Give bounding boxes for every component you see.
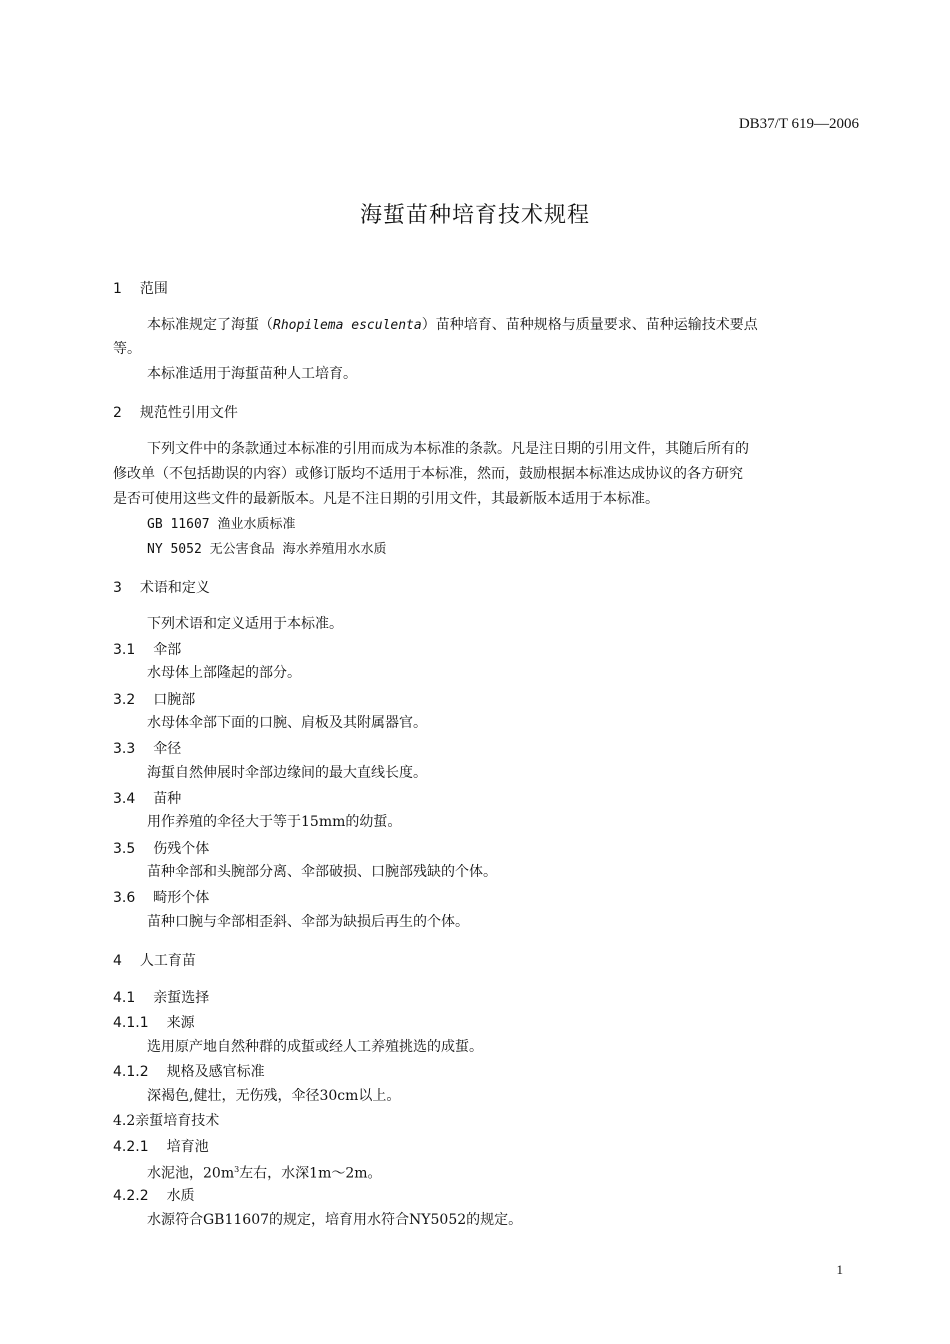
section-heading-2: 2 规范性引用文件: [113, 405, 238, 421]
latin-species-name: Rhopilema esculenta: [273, 318, 422, 333]
standard-number: DB37/T 619—2006: [738, 116, 859, 132]
spec-text: 深褐色,健壮，无伤残，伞径30cm以上。: [147, 1088, 401, 1104]
terms-intro: 下列术语和定义适用于本标准。: [147, 616, 343, 632]
subsection-heading-4-1-1: 4.1.1 来源: [113, 1015, 195, 1031]
scope-applicability: 本标准适用于海蜇苗种人工培育。: [147, 366, 357, 382]
term-heading: 3.3 伞径: [113, 741, 182, 757]
section-heading-1: 1 范围: [113, 281, 168, 297]
document-title: 海蜇苗种培育技术规程: [359, 203, 590, 228]
scope-paragraph: 本标准规定了海蜇（Rhopilema esculenta）苗种培育、苗种规格与质量要求、苗种运输技术要点: [147, 317, 758, 333]
subsection-heading-4-2: 4.2亲蜇培育技术: [113, 1113, 220, 1129]
page-number: 1: [836, 1262, 843, 1277]
scope-paragraph-line2: 等。: [113, 341, 141, 357]
subsection-heading-4-2-1: 4.2.1 培育池: [113, 1139, 209, 1155]
references-paragraph-line1: 下列文件中的条款通过本标准的引用而成为本标准的条款。凡是注日期的引用文件，其随后所有的: [147, 441, 749, 457]
source-text: 选用原产地自然种群的成蜇或经人工养殖挑选的成蜇。: [147, 1039, 483, 1055]
section-heading-3: 3 术语和定义: [113, 580, 210, 596]
term-heading: 3.6 畸形个体: [113, 890, 210, 906]
reference-ny5052: NY 5052 无公害食品 海水养殖用水水质: [147, 542, 387, 557]
term-definition: 水母体上部隆起的部分。: [147, 665, 301, 681]
term-heading: 3.2 口腕部: [113, 692, 196, 708]
subsection-heading-4-1: 4.1 亲蜇选择: [113, 990, 210, 1006]
water-quality-text: 水源符合GB11607的规定，培育用水符合NY5052的规定。: [147, 1212, 523, 1228]
references-paragraph-line3: 是否可使用这些文件的最新版本。凡是不注日期的引用文件，其最新版本适用于本标准。: [113, 491, 659, 507]
section-heading-4: 4 人工育苗: [113, 953, 196, 969]
term-heading: 3.1 伞部: [113, 642, 182, 658]
term-definition: 水母体伞部下面的口腕、肩板及其附属器官。: [147, 715, 427, 731]
term-heading: 3.5 伤残个体: [113, 841, 210, 857]
reference-gb11607: GB 11607 渔业水质标准: [147, 517, 296, 532]
pond-text: 水泥池，$20m^3$左右，水深1m～2m。: [147, 1165, 382, 1182]
subsection-heading-4-1-2: 4.1.2 规格及感官标准: [113, 1064, 265, 1080]
term-definition: 苗种伞部和头腕部分离、伞部破损、口腕部残缺的个体。: [147, 864, 497, 880]
term-heading: 3.4 苗种: [113, 791, 182, 807]
term-definition: 用作养殖的伞径大于等于15mm的幼蜇。: [147, 814, 402, 830]
references-paragraph-line2: 修改单（不包括勘误的内容）或修订版均不适用于本标准，然而，鼓励根据本标准达成协议的各方研究: [113, 466, 743, 482]
subsection-heading-4-2-2: 4.2.2 水质: [113, 1188, 195, 1204]
term-definition: 海蜇自然伸展时伞部边缘间的最大直线长度。: [147, 765, 427, 781]
term-definition: 苗种口腕与伞部相歪斜、伞部为缺损后再生的个体。: [147, 914, 469, 930]
